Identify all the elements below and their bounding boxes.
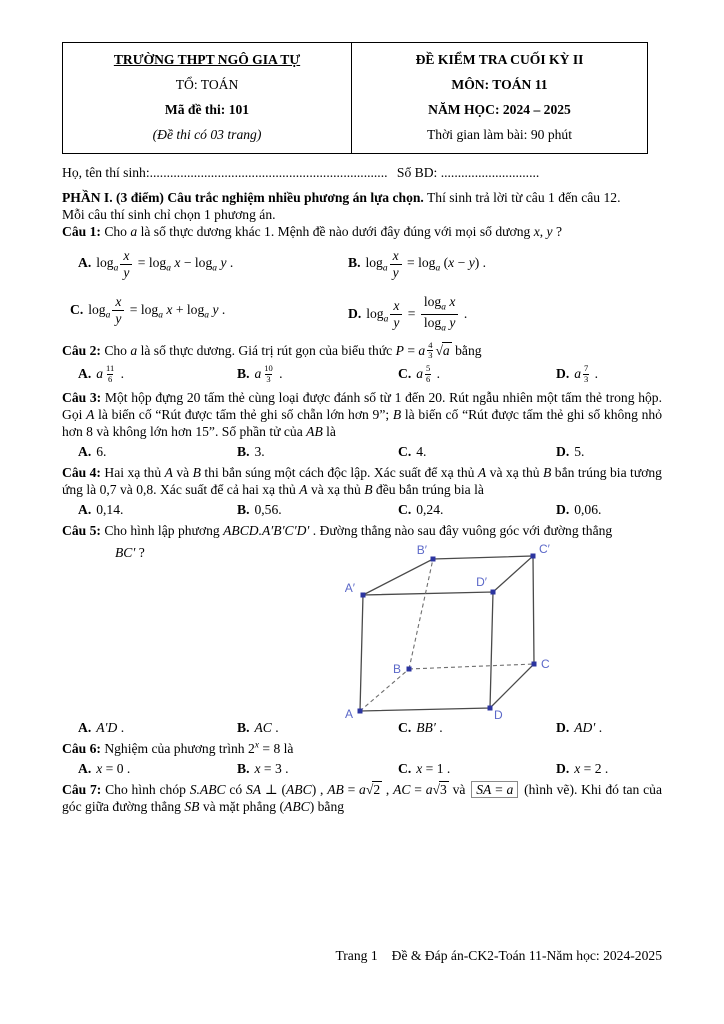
question-3-text: Một hộp đựng 20 tấm thẻ cùng loại được đánh số từ 1 đến 20. Rút ngẫu nhiên một tấm thẻ trong hộp. Gọi A là biến cố “Rút được tấm thẻ ghi số chẵn lớn hơn 9”; B là biến cố “Rút được tấm thẻ ghi số không nhỏ hơn 8 và không lớn hơn 15”. Số phần tử của AB là — [62, 389, 662, 439]
option-value: A′D . — [96, 719, 125, 735]
school-name: TRƯỜNG THPT NGÔ GIA TỰ — [113, 52, 301, 67]
question-7-label: Câu 7: — [62, 781, 102, 797]
vertex-dot-d — [488, 705, 493, 710]
option-letter: C. — [398, 366, 412, 382]
vertex-label-a: A — [345, 706, 353, 720]
option-letter: C. — [398, 443, 412, 459]
question-2-label: Câu 2: — [62, 342, 101, 358]
option-a — [62, 719, 237, 736]
question-2 — [62, 341, 662, 385]
option-value: 6. — [96, 443, 107, 459]
vertex-dot-c — [532, 661, 537, 666]
vertex-dot-d-prime — [491, 589, 496, 594]
option-value: a $\frac{11}{6}$ . — [96, 363, 124, 384]
option-c — [398, 364, 556, 385]
option-letter: B. — [348, 255, 361, 271]
question-1 — [62, 223, 662, 335]
question-5-text-line2: BC′ ? — [115, 544, 145, 560]
question-5-options — [62, 719, 662, 736]
option-value: a $\frac{5}{6}$ . — [416, 363, 441, 384]
option-letter: A. — [78, 760, 92, 776]
question-5 — [62, 522, 662, 735]
question-1-label: Câu 1: — [62, 223, 101, 239]
option-value: 0,14. — [96, 502, 124, 518]
question-3-options — [62, 443, 662, 460]
option-b — [348, 248, 662, 280]
option-letter: B. — [237, 760, 250, 776]
option-d — [556, 719, 662, 736]
option-value: x = 3 . — [254, 760, 289, 776]
option-value: AD′ . — [574, 719, 603, 735]
option-letter: D. — [556, 760, 570, 776]
question-2-text: Cho a là số thực dương. Giá trị rút gọn của biểu thức P = a $\frac{4}{3}$ √a bằng — [104, 339, 482, 361]
option-letter: D. — [556, 443, 570, 459]
question-6-label: Câu 6: — [62, 740, 101, 756]
page-footer — [62, 947, 662, 964]
option-letter: C. — [398, 502, 412, 518]
option-d — [556, 501, 662, 518]
option-letter: D. — [556, 502, 570, 518]
question-1-text: Cho a là số thực dương khác 1. Mệnh đề nào dưới đây đúng với mọi số dương x, y ? — [104, 223, 563, 239]
exam-title: ĐỀ KIỂM TRA CUỐI KỲ II — [415, 52, 584, 67]
option-value: $\log_a$ $\frac{x}{y}$ = $\log_a x + \log_a y$ . — [88, 294, 226, 326]
option-b — [237, 760, 398, 777]
cube-figure — [345, 542, 575, 720]
question-5-figure-row — [62, 540, 662, 720]
footer-note: Đề & Đáp án-CK2-Toán 11-Năm học: 2024-2025 — [391, 948, 662, 963]
part1-heading — [62, 189, 662, 206]
student-info-line — [62, 164, 662, 181]
vertex-label-d: D — [494, 707, 503, 720]
header-left-cell — [63, 43, 352, 154]
option-letter: B. — [237, 719, 250, 735]
option-letter: A. — [78, 443, 92, 459]
vertex-dot-b — [407, 666, 412, 671]
question-7 — [62, 781, 662, 815]
option-c — [62, 294, 348, 334]
option-value: a $\frac{10}{3}$ . — [254, 363, 283, 384]
question-5-label: Câu 5: — [62, 523, 101, 539]
option-letter: B. — [237, 366, 250, 382]
option-d — [556, 364, 662, 385]
option-letter: A. — [78, 502, 92, 518]
vertex-label-a-prime: A′ — [345, 580, 355, 595]
option-a — [62, 501, 237, 518]
option-letter: A. — [78, 255, 92, 271]
vertex-dot-c-prime — [531, 553, 536, 558]
cube-edges-solid — [360, 556, 534, 711]
option-letter: C. — [398, 760, 412, 776]
option-letter: A. — [78, 719, 92, 735]
exam-duration: Thời gian làm bài: 90 phút — [427, 127, 572, 143]
option-value: $\log_a$ $\frac{x}{y}$ = $\frac{\log_a x}{\log_a y}$ . — [366, 294, 468, 334]
vertex-label-c-prime: C′ — [539, 541, 550, 556]
option-b — [237, 443, 398, 460]
option-letter: B. — [237, 443, 250, 459]
vertex-label-d-prime: D′ — [476, 574, 487, 589]
header-right-cell — [352, 43, 648, 154]
student-id-field: Số BD: ............................. — [396, 164, 540, 180]
question-1-options — [62, 248, 662, 335]
option-letter: C. — [70, 301, 84, 317]
option-letter: D. — [556, 366, 570, 382]
vertex-dot-a-prime — [361, 592, 366, 597]
option-b — [237, 719, 398, 736]
option-c — [398, 760, 556, 777]
option-value: 0,24. — [416, 502, 444, 518]
part1-instructions: Thí sinh trả lời từ câu 1 đến câu 12. — [423, 189, 621, 205]
option-value: 0,56. — [254, 502, 282, 518]
option-value: 0,06. — [574, 502, 602, 518]
question-6 — [62, 740, 662, 777]
option-value: $\log_a$ $\frac{x}{y}$ = $\log_a x - \log_a y$ . — [96, 248, 234, 280]
exam-header-table — [62, 42, 648, 154]
option-a — [62, 248, 348, 280]
question-6-text: Nghiệm của phương trình $2^x = 8$ là — [104, 740, 294, 756]
option-value: $\log_a$ $\frac{x}{y}$ = $\log_a (x - y)$ . — [365, 248, 487, 280]
question-3-label: Câu 3: — [62, 389, 102, 405]
option-a — [62, 443, 237, 460]
exam-year: NĂM HỌC: 2024 – 2025 — [428, 102, 571, 118]
option-d — [556, 443, 662, 460]
option-value: x = 1 . — [416, 760, 451, 776]
option-a — [62, 760, 237, 777]
option-value: BB′ . — [416, 719, 443, 735]
option-letter: C. — [398, 719, 412, 735]
page-number: Trang 1 — [335, 948, 378, 963]
question-4-label: Câu 4: — [62, 465, 101, 481]
option-letter: D. — [348, 305, 362, 321]
option-a — [62, 364, 237, 385]
part1-title: PHẦN I. (3 điểm) Câu trắc nghiệm nhiều phương án lựa chọn. — [62, 189, 424, 205]
option-c — [398, 443, 556, 460]
question-4 — [62, 464, 662, 518]
exam-subject: MÔN: TOÁN 11 — [451, 77, 548, 93]
option-value: 4. — [416, 443, 427, 459]
vertex-label-c: C — [541, 656, 550, 671]
student-name-field: Họ, tên thí sinh:...................................................................... — [62, 164, 388, 180]
option-b — [237, 501, 398, 518]
cube-edges-hidden — [360, 559, 534, 711]
option-value: x = 0 . — [96, 760, 131, 776]
option-value: AC . — [254, 719, 279, 735]
pages-note: (Đề thi có 03 trang) — [152, 127, 262, 143]
vertex-label-b: B — [392, 661, 401, 676]
question-4-text: Hai xạ thủ A và B thi bắn súng một cách độc lập. Xác suất để xạ thủ A và xạ thủ B bắn trúng bia tương ứng là 0,7 và 0,8. Xác suất để cả hai xạ thủ A và xạ thủ B đều bắn trúng bia là — [62, 465, 662, 498]
question-4-options — [62, 501, 662, 518]
option-value: 5. — [574, 443, 585, 459]
department: TỔ: TOÁN — [175, 77, 239, 93]
vertex-label-b-prime: B′ — [416, 542, 427, 557]
question-2-options — [62, 364, 662, 385]
part1-instructions-line2: Mỗi câu thí sinh chỉ chọn 1 phương án. — [62, 206, 276, 222]
option-letter: B. — [237, 502, 250, 518]
option-d — [556, 760, 662, 777]
option-c — [398, 719, 556, 736]
option-value: 3. — [254, 443, 265, 459]
option-b — [237, 364, 398, 385]
question-6-options — [62, 760, 662, 777]
option-letter: A. — [78, 366, 92, 382]
vertex-dot-a — [358, 708, 363, 713]
exam-code: Mã đề thi: 101 — [164, 102, 250, 118]
option-letter: D. — [556, 719, 570, 735]
question-5-text: Cho hình lập phương ABCD.A′B′C′D′ . Đường thẳng nào sau đây vuông góc với đường thẳng — [104, 523, 613, 539]
option-value: x = 2 . — [574, 760, 609, 776]
option-c — [398, 501, 556, 518]
option-value: a $\frac{7}{3}$ . — [574, 363, 599, 384]
question-7-text: Cho hình chóp S.ABC có SA ⊥ (ABC) , AB = a√2 , AC = a√3 và SA = a (hình vẽ). Khi đó tan của góc giữa đường thẳng SB và mặt phẳng (ABC) bằng — [62, 781, 662, 815]
question-3 — [62, 389, 662, 461]
vertex-dot-b-prime — [431, 556, 436, 561]
option-d — [348, 294, 662, 334]
